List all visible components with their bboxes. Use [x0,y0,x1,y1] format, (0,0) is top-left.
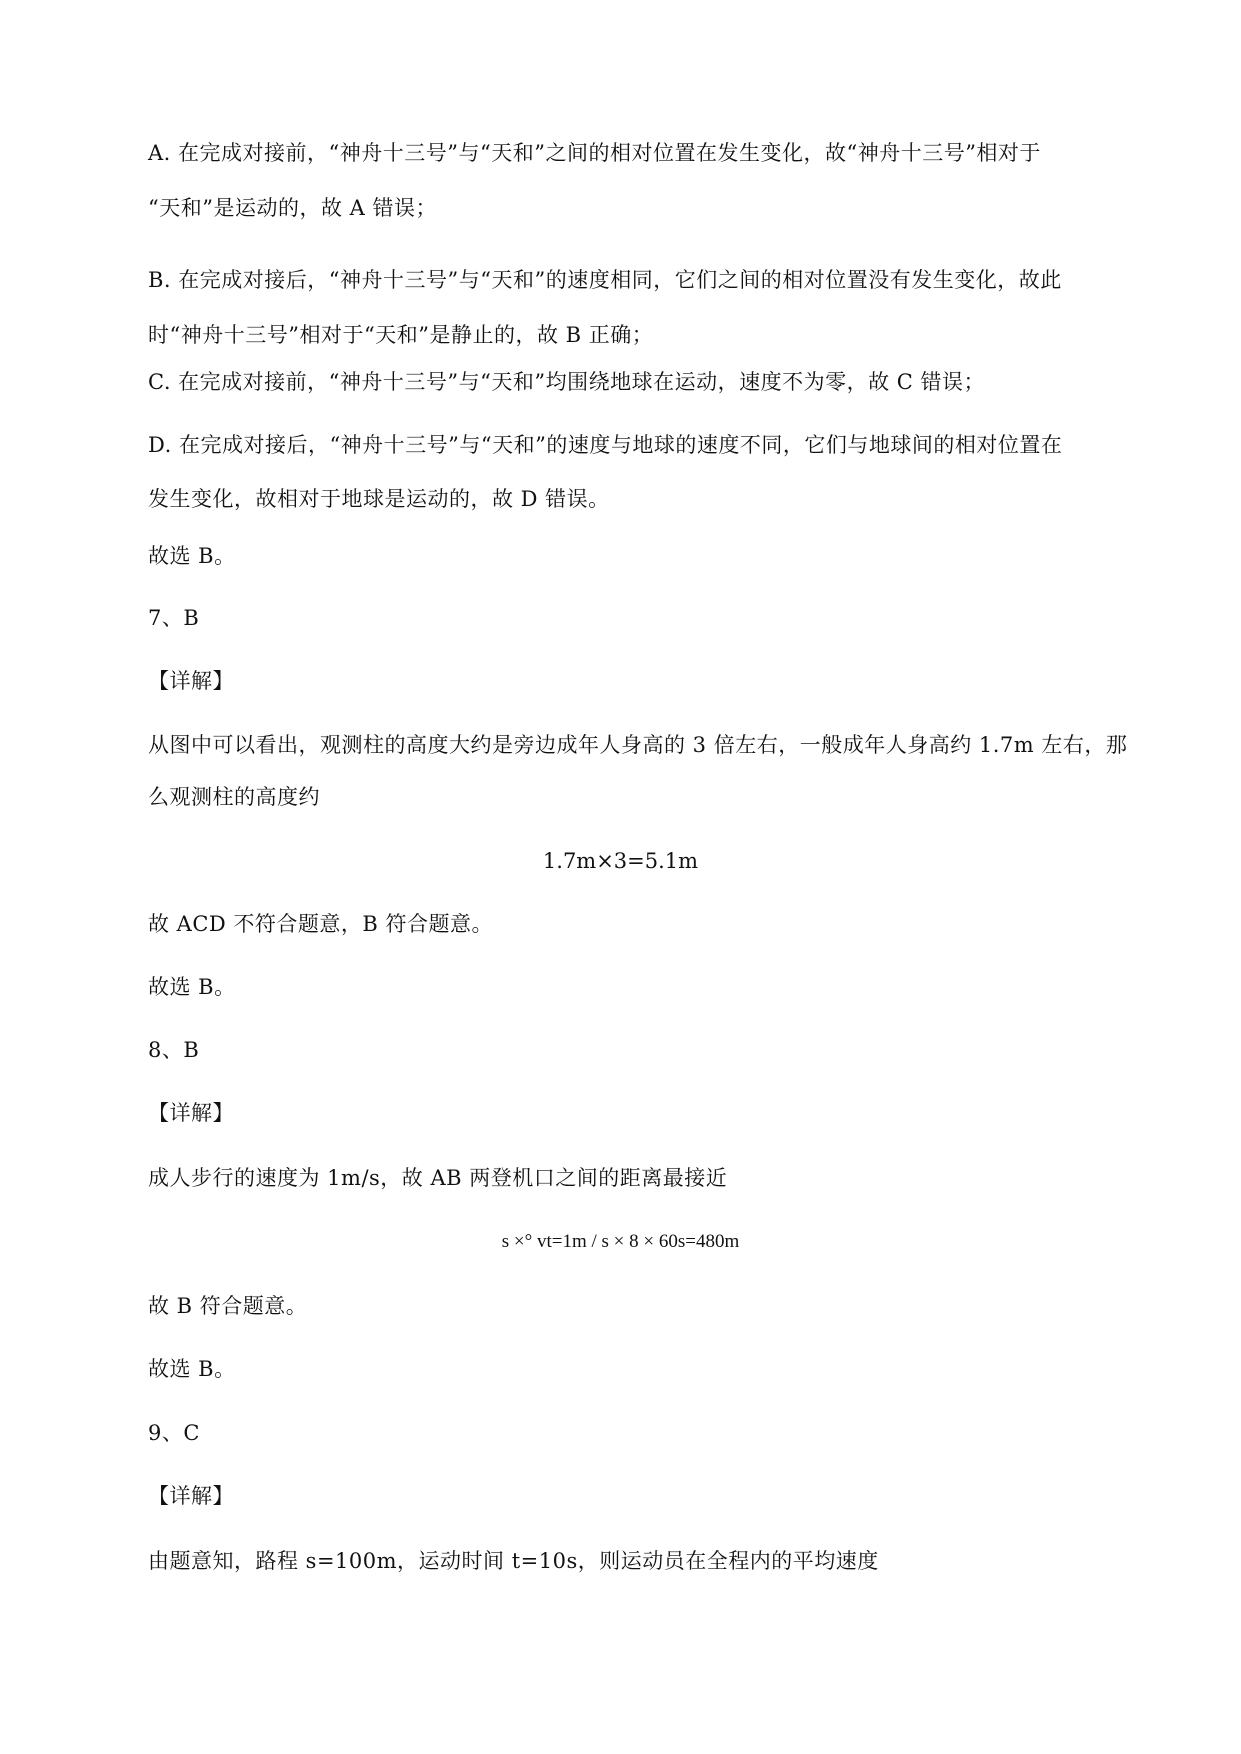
option-c-line-1: C. 在完成对接前，“神舟十三号”与“天和”均围绕地球在运动，速度不为零，故 C 错误； [148,370,986,394]
solution-8-formula: s ×° vt=1m / s × 8 × 60s=480m [501,1231,740,1252]
solution-6-conclusion: 故选 B。 [148,544,236,568]
solution-8-judgement: 故 B 符合题意。 [148,1294,308,1318]
solution-7-text-line-2: 么观测柱的高度约 [148,785,320,809]
option-a-line-2: “天和”是运动的，故 A 错误； [148,196,437,220]
solution-7-formula: 1.7m×3=5.1m [542,849,699,873]
solution-7-conclusion: 故选 B。 [148,975,236,999]
solution-7-judgement: 故 ACD 不符合题意，B 符合题意。 [148,912,494,936]
solution-7-text-line-1: 从图中可以看出，观测柱的高度大约是旁边成年人身高的 3 倍左右，一般成年人身高约 1.7m 左右，那 [148,733,1128,757]
detail-label-7: 【详解】 [148,669,234,693]
option-a-line-1: A. 在完成对接前，“神舟十三号”与“天和”之间的相对位置在发生变化，故“神舟十三号”相对于 [148,141,1041,165]
answer-8: 8、B [148,1038,200,1062]
option-b-line-2: 时“神舟十三号”相对于“天和”是静止的，故 B 正确； [148,323,654,347]
detail-label-9: 【详解】 [148,1484,234,1508]
option-d-line-1: D. 在完成对接后，“神舟十三号”与“天和”的速度与地球的速度不同，它们与地球间的相对位置在 [148,433,1063,457]
solution-9-text-line-1: 由题意知，路程 s=100m，运动时间 t=10s，则运动员在全程内的平均速度 [148,1549,879,1573]
detail-label-8: 【详解】 [148,1101,234,1125]
solution-8-text-line-1: 成人步行的速度为 1m/s，故 AB 两登机口之间的距离最接近 [148,1166,728,1190]
option-d-line-2: 发生变化，故相对于地球是运动的，故 D 错误。 [148,487,610,511]
answer-9: 9、C [148,1421,200,1445]
solution-8-conclusion: 故选 B。 [148,1357,236,1381]
option-b-line-1: B. 在完成对接后，“神舟十三号”与“天和”的速度相同，它们之间的相对位置没有发生变化，故此 [148,268,1062,292]
answer-7: 7、B [148,606,200,630]
